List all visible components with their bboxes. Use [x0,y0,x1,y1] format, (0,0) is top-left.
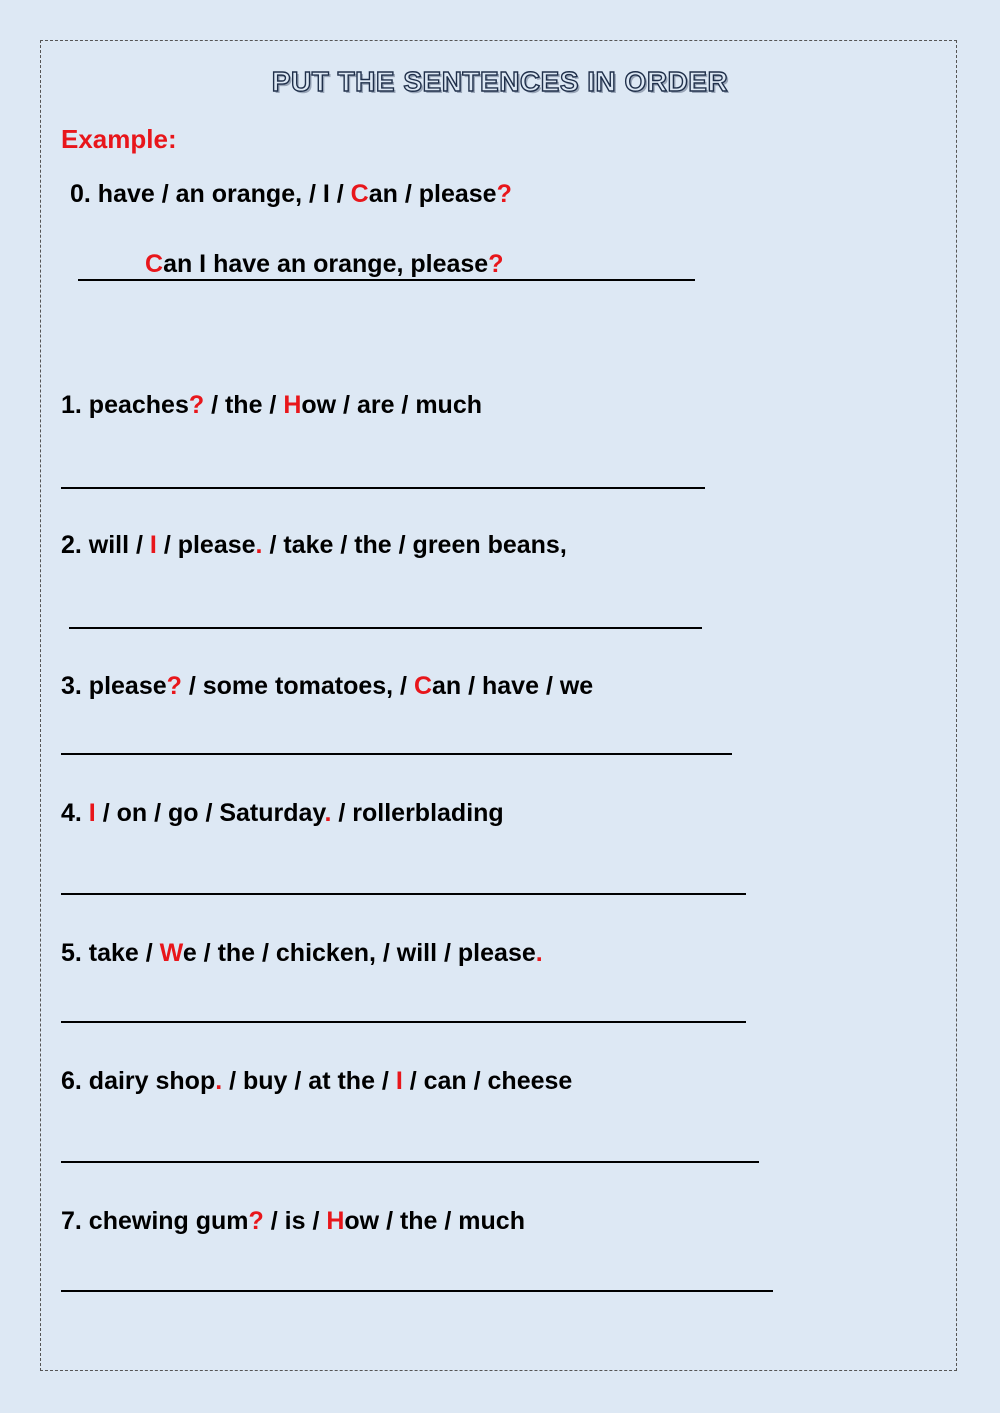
item-4-text-c: / rollerblading [331,799,504,827]
answer-line-3[interactable] [61,753,732,755]
sentence-item-1 [61,391,482,420]
example-answer-text: an I have an orange, please [163,250,489,278]
example-answer-red-2: ? [488,250,504,278]
item-6-text-c: / can / cheese [402,1067,573,1095]
item-4-red-1: I [88,799,96,827]
example-answer-red-1: C [145,250,164,278]
item-7-text-b: / is / [263,1207,327,1235]
example-prompt-text-1: have / an orange, / I / [90,180,351,208]
item-4-text-a: 4. [61,799,89,827]
item-7-red-1: ? [248,1207,264,1235]
worksheet-border [40,40,957,1371]
example-prompt-red-1: C [350,180,369,208]
item-3-text-c: an / have / we [432,672,594,700]
item-7-red-2: H [326,1207,345,1235]
item-4-red-2: . [324,799,332,827]
item-7-text-c: ow / the / much [344,1207,525,1235]
item-1-text-b: / the / [204,391,284,419]
item-5-red-2: . [535,939,543,967]
item-3-red-1: ? [166,672,182,700]
item-2-text-b: / please [156,531,256,559]
sentence-item-4 [61,799,504,828]
item-1-red-2: H [283,391,302,419]
page-title: PUT THE SENTENCES IN ORDER [271,66,729,97]
sentence-item-2 [61,531,567,560]
item-1-red-1: ? [188,391,205,419]
answer-line-5[interactable] [61,1021,746,1023]
example-prompt-text-2: an / please [368,180,497,208]
item-3-text-b: / some tomatoes, / [181,672,414,700]
item-2-red-2: . [255,531,263,559]
item-6-red-1: . [215,1067,223,1095]
answer-line-6[interactable] [61,1161,759,1163]
sentence-item-5 [61,939,543,968]
example-answer-line [78,250,695,281]
example-answer [145,250,503,279]
answer-line-2[interactable] [69,627,702,629]
item-2-text-c: / take / the / green beans, [262,531,567,559]
answer-line-7[interactable] [61,1290,773,1292]
item-1-text-c: ow / are / much [301,391,482,419]
item-1-text-a: 1. peaches [61,391,189,419]
item-5-text-a: 5. take / [61,939,160,967]
example-prompt-number: 0. [70,180,91,208]
sentence-item-6 [61,1067,572,1096]
item-6-red-2: I [395,1067,403,1095]
item-5-red-1: W [159,939,183,967]
example-prompt [70,180,512,209]
answer-line-1[interactable] [61,487,705,489]
sentence-item-3 [61,672,593,701]
item-5-text-b: e / the / chicken, / will / please [182,939,536,967]
item-3-red-2: C [413,672,432,700]
example-label: Example: [61,124,177,154]
item-6-text-a: 6. dairy shop [61,1067,216,1095]
sentence-item-7 [61,1207,525,1236]
item-2-red-1: I [149,531,157,559]
item-6-text-b: / buy / at the / [222,1067,396,1095]
item-2-text-a: 2. will / [61,531,150,559]
item-4-text-b: / on / go / Saturday [95,799,325,827]
item-7-text-a: 7. chewing gum [61,1207,249,1235]
answer-line-4[interactable] [61,893,746,895]
example-prompt-red-2: ? [496,180,512,208]
item-3-text-a: 3. please [61,672,167,700]
